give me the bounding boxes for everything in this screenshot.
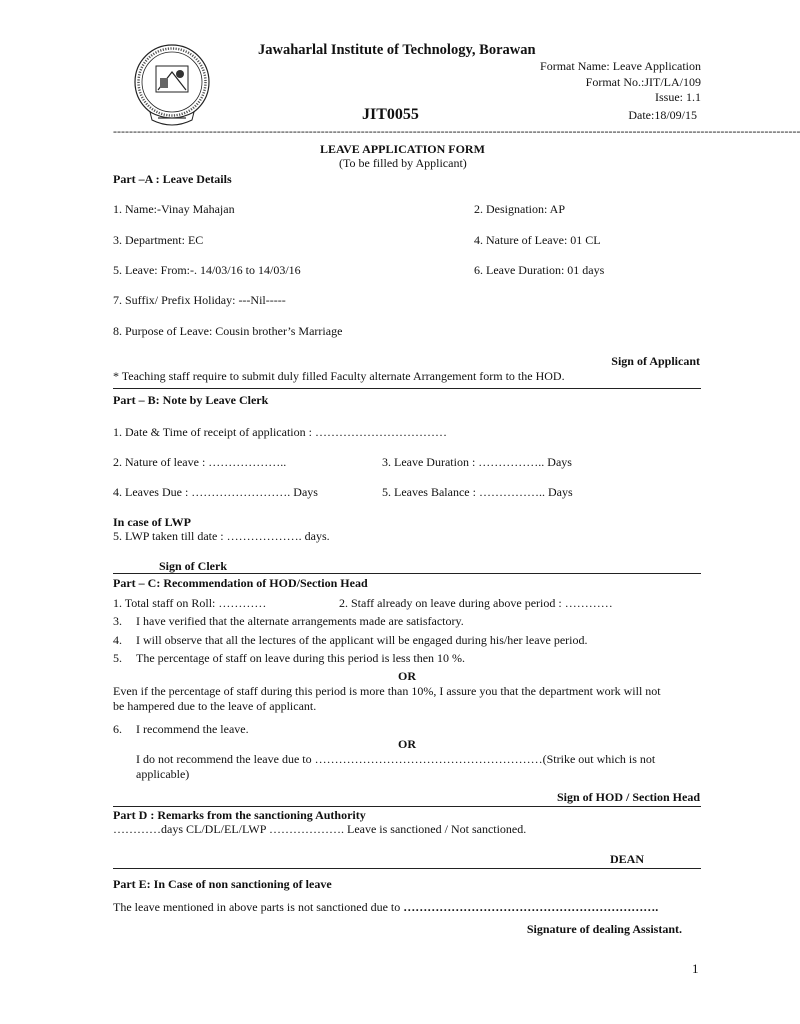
or-separator: OR <box>398 669 416 683</box>
sign-of-applicant: Sign of Applicant <box>611 354 700 368</box>
assurance-paragraph-line1: Even if the percentage of staff during this period is more than 10%, I assure you that the department work will not <box>113 684 661 698</box>
field-sanction-remarks: …………days CL/DL/EL/LWP ………………. Leave is sanctioned / Not sanctioned. <box>113 822 527 836</box>
field-nature-of-leave: 4. Nature of Leave: 01 CL <box>474 233 601 247</box>
statement-not-recommend-line2: applicable) <box>136 767 190 781</box>
format-number: Format No.:JIT/LA/109 <box>585 75 701 89</box>
part-b-heading: Part – B: Note by Leave Clerk <box>113 393 269 407</box>
field-lwp-taken: 5. LWP taken till date : ………………. days. <box>113 529 330 543</box>
statement-not-recommend-line1: I do not recommend the leave due to …………………………………………………(Strike out which is not <box>136 752 656 766</box>
lwp-heading: In case of LWP <box>113 515 191 529</box>
document-code: JIT0055 <box>362 106 419 123</box>
item-number: 4. <box>113 633 122 647</box>
statement-staff-percentage: The percentage of staff on leave during this period is less then 10 %. <box>136 651 466 665</box>
field-receipt-date-time: 1. Date & Time of receipt of application : …………………………… <box>113 425 447 439</box>
format-name: Format Name: Leave Application <box>540 59 701 73</box>
item-number: 3. <box>113 614 122 628</box>
field-name: 1. Name:-Vinay Mahajan <box>113 202 235 216</box>
part-c-heading: Part – C: Recommendation of HOD/Section Head <box>113 576 368 590</box>
statement-alternate-arrangements: I have verified that the alternate arrangements made are satisfactory. <box>136 614 464 628</box>
field-clerk-leave-duration: 3. Leave Duration : …………….. Days <box>382 455 572 469</box>
field-department: 3. Department: EC <box>113 233 204 247</box>
or-separator: OR <box>398 737 416 751</box>
part-d-heading: Part D : Remarks from the sanctioning Authority <box>113 808 366 822</box>
divider-line <box>113 573 701 574</box>
statement-recommend-leave: I recommend the leave. <box>136 722 249 736</box>
document-date: Date:18/09/15 <box>628 108 697 122</box>
page-number: 1 <box>692 961 699 976</box>
form-subtitle: (To be filled by Applicant) <box>339 156 467 170</box>
field-purpose-of-leave: 8. Purpose of Leave: Cousin brother’s Marriage <box>113 324 343 338</box>
issue-number: Issue: 1.1 <box>655 90 701 104</box>
field-staff-on-leave: 2. Staff already on leave during above period : ………… <box>339 596 613 610</box>
institute-logo-seal <box>132 42 212 132</box>
field-leaves-balance: 5. Leaves Balance : …………….. Days <box>382 485 573 499</box>
sign-of-dean: DEAN <box>610 852 645 866</box>
institute-name: Jawaharlal Institute of Technology, Borawan <box>258 42 536 58</box>
field-total-staff: 1. Total staff on Roll: ………… <box>113 596 267 610</box>
form-title: LEAVE APPLICATION FORM <box>320 142 485 156</box>
part-a-heading: Part –A : Leave Details <box>113 172 232 186</box>
field-designation: 2. Designation: AP <box>474 202 566 216</box>
item-number: 5. <box>113 651 122 665</box>
divider-line <box>113 868 701 869</box>
teaching-staff-note: * Teaching staff require to submit duly filled Faculty alternate Arrangement form to the HOD. <box>113 369 565 383</box>
statement-lectures-engaged: I will observe that all the lectures of the applicant will be engaged during his/her leave period. <box>136 633 588 647</box>
field-suffix-prefix-holiday: 7. Suffix/ Prefix Holiday: ---Nil----- <box>113 293 286 307</box>
non-sanction-dots: ………………………………………………………. <box>403 900 659 914</box>
assurance-paragraph-line2: be hampered due to the leave of applicant. <box>113 699 317 713</box>
non-sanction-text: The leave mentioned in above parts is not sanctioned due to <box>113 900 404 914</box>
field-leaves-due: 4. Leaves Due : ……………………. Days <box>113 485 318 499</box>
field-leave-duration: 6. Leave Duration: 01 days <box>474 263 605 277</box>
item-number: 6. <box>113 722 122 736</box>
field-leave-dates: 5. Leave: From:-. 14/03/16 to 14/03/16 <box>113 263 301 277</box>
divider-line <box>113 806 701 807</box>
divider-line <box>113 388 701 389</box>
sign-of-dealing-assistant: Signature of dealing Assistant. <box>526 922 682 936</box>
field-clerk-nature-of-leave: 2. Nature of leave : ……………….. <box>113 455 287 469</box>
sign-of-clerk: Sign of Clerk <box>159 559 228 573</box>
sign-of-hod: Sign of HOD / Section Head <box>556 790 700 804</box>
header-dashed-divider: ---------------------------------------------------------------------------------------------------------------------------------------------------------------------------- <box>113 124 800 138</box>
field-non-sanction-reason <box>113 900 658 915</box>
part-e-heading: Part E: In Case of non sanctioning of leave <box>113 877 332 891</box>
